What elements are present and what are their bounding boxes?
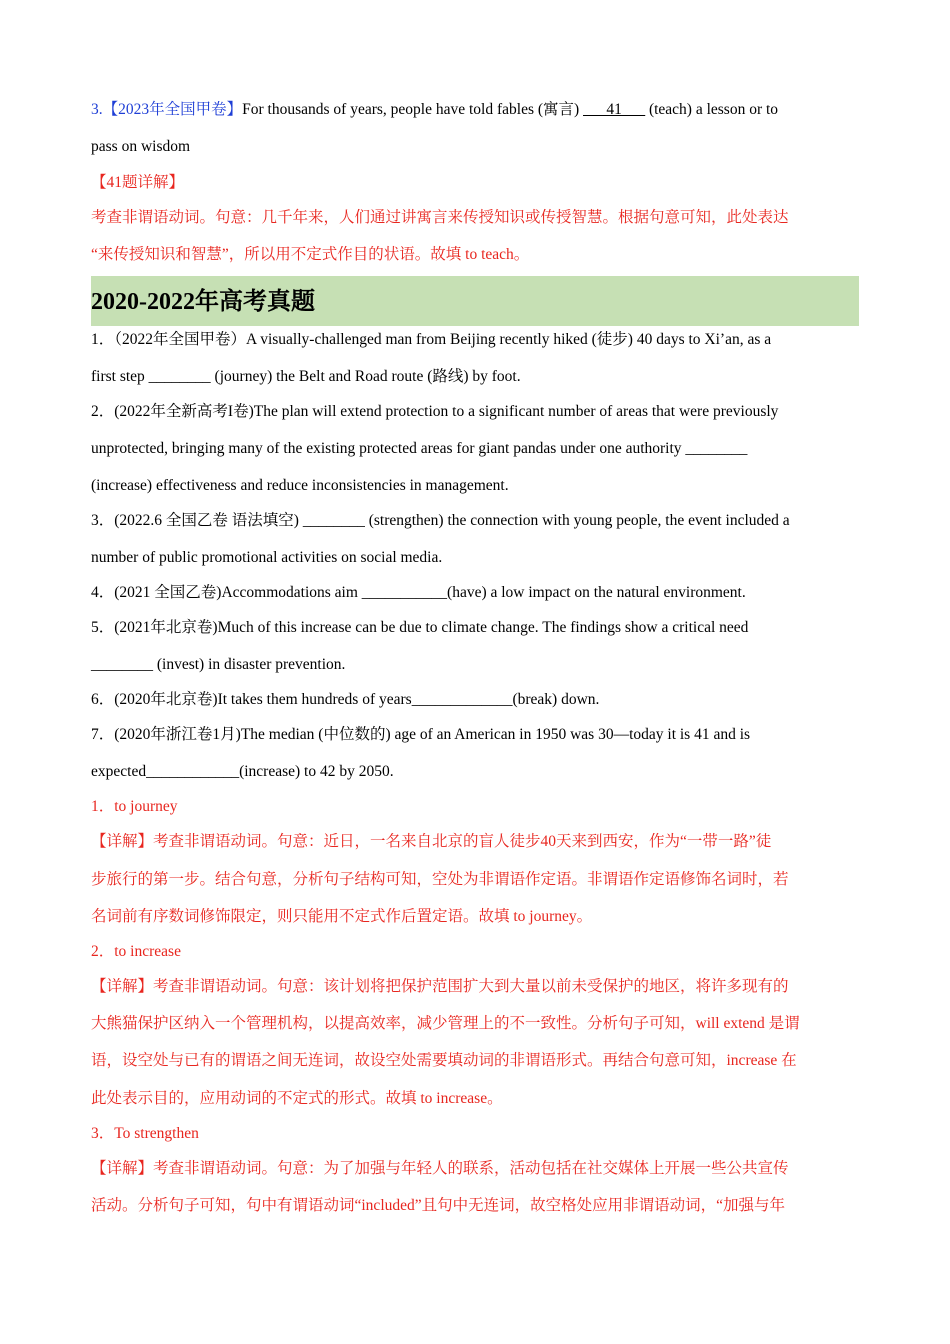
answer-line: 此处表示目的，应用动词的不定式的形式。故填 to increase。 <box>91 1090 503 1107</box>
answer-line: 大熊猫保护区纳入一个管理机构，以提高效率，减少管理上的不一致性。分析句子可知，will extend 是谓 <box>91 1015 800 1032</box>
answer-line: 【详解】考查非谓语动词。句意：该计划将把保护范围扩大到大量以前未受保护的地区，将许多现有的 <box>91 978 789 995</box>
answer-line: 语，设空处与已有的谓语之间无连词，故设空处需要填动词的非谓语形式。再结合句意可知，increase 在 <box>91 1052 797 1069</box>
q3-text-b: (teach) a lesson or to <box>645 101 779 118</box>
answer-line: 【详解】考查非谓语动词。句意：为了加强与年轻人的联系，活动包括在社交媒体上开展一些公共宣传 <box>91 1160 789 1177</box>
answer-line: 2．to increase <box>91 943 181 960</box>
question-line: first step ________ (journey) the Belt and Road route (路线) by foot. <box>91 368 521 385</box>
q3-number: 3. <box>91 101 103 118</box>
answer-line: 【详解】考查非谓语动词。句意：近日，一名来自北京的盲人徒步40天来到西安，作为“一带一路”徒 <box>91 833 772 850</box>
question-line: expected____________(increase) to 42 by 2050. <box>91 763 394 780</box>
section-title: 2020-2022年高考真题 <box>91 289 315 315</box>
answer-line: 名词前有序数词修饰限定，则只能用不定式作后置定语。故填 to journey。 <box>91 908 593 925</box>
answer-line: 1．to journey <box>91 798 178 815</box>
q3-line-2: pass on wisdom <box>91 138 191 155</box>
question-line: unprotected, bringing many of the existing protected areas for giant pandas under one authority ________ <box>91 440 748 457</box>
answer-line: 步旅行的第一步。结合句意，分析句子结构可知，空处为非谓语作定语。非谓语作定语修饰名词时，若 <box>91 871 789 888</box>
q3-line-1 <box>91 100 778 120</box>
question-line: 5．(2021年北京卷)Much of this increase can be due to climate change. The findings show a critical need <box>91 619 749 636</box>
q3-blank: ___41___ <box>583 101 646 118</box>
question-line: 6．(2020年北京卷)It takes them hundreds of years_____________(break) down. <box>91 691 600 708</box>
q3-detail-heading: 【41题详解】 <box>91 174 185 191</box>
q3-text-a: For thousands of years, people have told fables (寓言) <box>242 101 584 118</box>
q3-detail-line-1: 考查非谓语动词。句意：几千年来，人们通过讲寓言来传授知识或传授智慧。根据句意可知，此处表达 <box>91 209 789 226</box>
question-line: 3．(2022.6 全国乙卷 语法填空) ________ (strengthen) the connection with young people, the event included a <box>91 512 790 529</box>
question-line: number of public promotional activities on social media. <box>91 549 443 566</box>
question-line: (increase) effectiveness and reduce inconsistencies in management. <box>91 477 509 494</box>
q3-detail-line-2: “来传授知识和智慧”，所以用不定式作目的状语。故填 to teach。 <box>91 246 530 263</box>
q3-source: 【2023年全国甲卷】 <box>102 101 243 118</box>
question-line: 7．(2020年浙江卷1月)The median (中位数的) age of an American in 1950 was 30—today it is 41 and is <box>91 726 751 743</box>
answer-line: 活动。分析句子可知，句中有谓语动词“included”且句中无连词，故空格处应用非谓语动词，“加强与年 <box>91 1197 786 1214</box>
question-line: 2．(2022年全新高考I卷)The plan will extend protection to a significant number of areas that were previously <box>91 403 779 420</box>
question-line: 1．（2022年全国甲卷）A visually-challenged man from Beijing recently hiked (徒步) 40 days to Xi’an, as a <box>91 331 772 348</box>
question-line: ________ (invest) in disaster prevention. <box>91 656 346 673</box>
answer-line: 3．To strengthen <box>91 1125 199 1142</box>
question-line: 4．(2021 全国乙卷)Accommodations aim ___________(have) a low impact on the natural environment. <box>91 584 746 601</box>
